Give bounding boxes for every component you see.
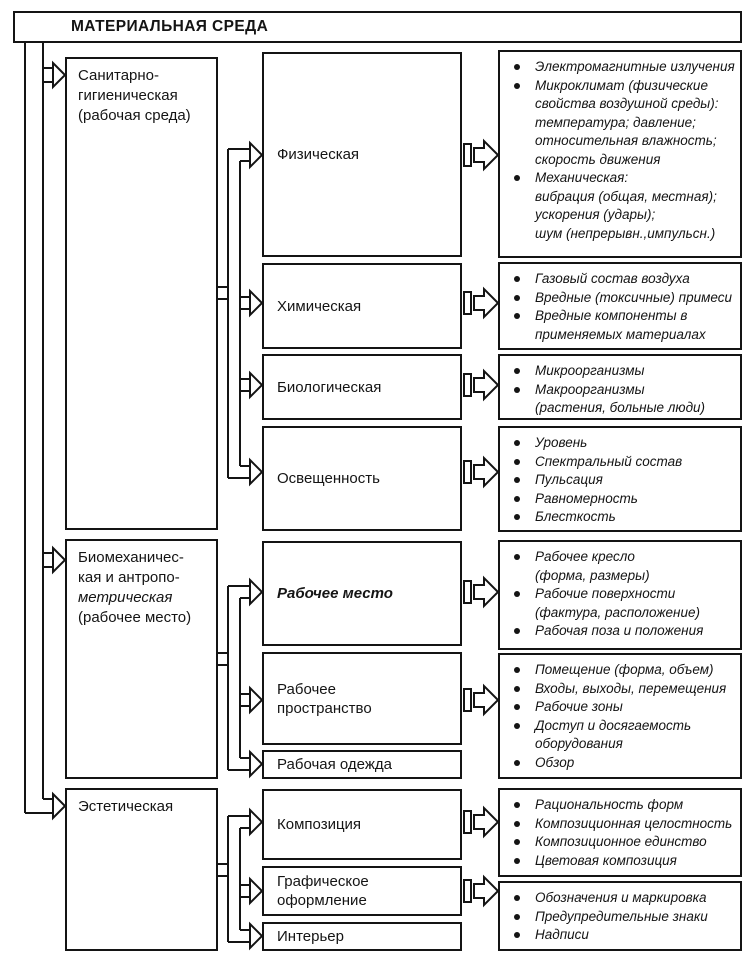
bullet-text (535, 169, 717, 243)
branch-arrowhead (250, 580, 262, 604)
bullet-text (535, 661, 713, 680)
bullet-text (535, 289, 732, 308)
bullet-item (509, 852, 738, 871)
middle-label-line: пространство (277, 699, 372, 717)
bullet-line: Доступ и досягаемость (535, 717, 692, 733)
category-label-line: Биомеханичес- (78, 549, 184, 566)
bullet-item (509, 661, 738, 680)
bullet-text (535, 270, 690, 289)
bullet-dot-icon (514, 496, 520, 502)
bullet-line: относительная влажность; (535, 133, 717, 148)
bullet-line: Помещение (форма, объем) (535, 662, 714, 677)
detail-box (498, 262, 742, 350)
bullet-line: шум (непрерывн.,импульсн.) (535, 225, 716, 241)
bullet-dot-icon (514, 839, 520, 845)
branch-arrowhead (250, 688, 262, 712)
bullet-text (535, 698, 623, 717)
bullet-text (535, 471, 603, 490)
middle-label-line: Рабочее (277, 680, 336, 698)
middle-box (262, 354, 462, 420)
bullet-line: Обзор (535, 754, 575, 770)
category-label-line: (рабочая среда) (78, 107, 191, 124)
bullet-line: Рациональность форм (535, 797, 684, 812)
bullet-line: Микроклимат (физические (535, 77, 708, 93)
bullet-item (509, 490, 738, 509)
bullet-text (535, 434, 587, 453)
bullet-line: (форма, размеры) (535, 567, 650, 583)
bullet-line: Равномерность (535, 490, 638, 506)
block-arrow-tail (464, 581, 471, 603)
bullet-item (509, 622, 738, 641)
detail-box (498, 426, 742, 532)
bullet-dot-icon (514, 514, 520, 520)
bullet-text (535, 585, 700, 622)
middle-box (262, 866, 462, 916)
bullet-text (535, 58, 735, 77)
bullet-line: Вредные компоненты в (535, 308, 688, 323)
branch-arrowhead (250, 291, 262, 315)
middle-label-line: Композиция (277, 816, 362, 833)
bullet-dot-icon (514, 667, 520, 673)
bullet-line: Микроорганизмы (535, 363, 645, 378)
block-arrow (474, 371, 498, 399)
bullet-dot-icon (514, 704, 520, 710)
bullet-line: Входы, выходы, перемещения (535, 680, 727, 696)
bullet-text (535, 490, 638, 509)
bullet-line: Вредные (токсичные) примеси (535, 289, 732, 305)
bullet-text (535, 926, 589, 945)
detail-box (498, 788, 742, 877)
branch-arrowhead (250, 924, 262, 948)
middle-label-line: Физическая (277, 146, 360, 163)
block-arrow-tail (464, 144, 471, 166)
bullet-item (509, 362, 738, 381)
bullet-text (535, 852, 677, 871)
category-label-line: Санитарно- (78, 67, 160, 84)
bullet-dot-icon (514, 295, 520, 301)
bullet-text (535, 381, 705, 418)
header-box (13, 11, 742, 43)
bullet-text (535, 548, 650, 585)
block-arrow (474, 877, 498, 905)
bullet-line: Рабочее кресло (535, 549, 635, 564)
bullet-line: ускорения (удары); (535, 207, 656, 222)
bullet-item (509, 548, 738, 585)
header-title: МАТЕРИАЛЬНАЯ СРЕДА (71, 18, 269, 35)
bullet-line: Рабочие зоны (535, 699, 623, 714)
bullet-line: Макроорганизмы (535, 381, 645, 397)
category-label-line: метрическая (78, 589, 173, 606)
bullet-item (509, 289, 738, 308)
block-arrow (474, 458, 498, 486)
block-arrow (474, 141, 498, 169)
middle-box (262, 922, 462, 951)
category-box (65, 57, 218, 530)
middle-box (262, 52, 462, 257)
bullet-dot-icon (514, 459, 520, 465)
bullet-dot-icon (514, 276, 520, 282)
branch-arrowhead (250, 810, 262, 834)
block-arrow-tail (464, 811, 471, 833)
middle-box (262, 263, 462, 349)
bullet-text (535, 833, 707, 852)
bullet-line: Рабочие поверхности (535, 586, 676, 601)
category-box (65, 539, 218, 779)
category-arrowhead (53, 63, 65, 87)
bullet-line: Электромагнитные излучения (535, 59, 735, 74)
bullet-item (509, 680, 738, 699)
bullet-item (509, 453, 738, 472)
bullet-item (509, 58, 738, 77)
detail-box (498, 354, 742, 420)
bullet-dot-icon (514, 64, 520, 70)
bullet-text (535, 453, 682, 472)
bullet-line: (растения, больные люди) (535, 400, 706, 415)
branch-arrowhead (250, 373, 262, 397)
bullet-text (535, 622, 703, 641)
middle-label-line: Рабочая одежда (277, 756, 392, 773)
block-arrow-tail (464, 880, 471, 902)
bullet-text (535, 754, 574, 773)
bullet-item (509, 926, 738, 945)
category-label-line: Эстетическая (78, 798, 174, 815)
bullet-item (509, 908, 738, 927)
bullet-line: Надписи (535, 927, 589, 942)
bullet-item (509, 508, 738, 527)
category-box (65, 788, 218, 951)
block-arrow-tail (464, 374, 471, 396)
detail-box (498, 540, 742, 650)
bullet-dot-icon (514, 760, 520, 766)
bullet-dot-icon (514, 821, 520, 827)
branch-arrowhead (250, 460, 262, 484)
bullet-line: Обозначения и маркировка (535, 890, 707, 905)
middle-label-line: Графическое (277, 873, 369, 890)
bullet-line: Пульсация (535, 472, 603, 487)
bullet-dot-icon (514, 440, 520, 446)
bullet-item (509, 471, 738, 490)
bullet-item (509, 307, 738, 344)
bullet-item (509, 270, 738, 289)
block-arrow (474, 289, 498, 317)
bullet-dot-icon (514, 368, 520, 374)
bullet-text (535, 815, 732, 834)
middle-label-line: Биологическая (277, 378, 382, 396)
block-arrow (474, 808, 498, 836)
middle-box (262, 652, 462, 745)
bullet-item (509, 796, 738, 815)
bullet-dot-icon (514, 554, 520, 560)
middle-label-line: оформление (277, 892, 367, 909)
middle-label-line: Интерьер (277, 928, 344, 945)
bullet-text (535, 796, 683, 815)
bullet-item (509, 815, 738, 834)
bullet-line: Композиционная целостность (535, 815, 733, 831)
detail-box (498, 881, 742, 951)
detail-box (498, 653, 742, 779)
bullet-dot-icon (514, 914, 520, 920)
middle-box (262, 750, 462, 779)
block-arrow (474, 686, 498, 714)
bullet-text (535, 889, 707, 908)
middle-box (262, 426, 462, 531)
bullet-line: Предупредительные знаки (535, 908, 708, 924)
bullet-dot-icon (514, 686, 520, 692)
bullet-dot-icon (514, 932, 520, 938)
bullet-line: применяемых материалах (535, 326, 706, 342)
bullet-text (535, 307, 706, 344)
bullet-text (535, 908, 708, 927)
bullet-text (535, 508, 616, 527)
middle-box (262, 541, 462, 646)
middle-box (262, 789, 462, 860)
bullet-line: вибрация (общая, местная); (535, 188, 717, 204)
bullet-item (509, 717, 738, 754)
bullet-item (509, 169, 738, 243)
middle-label-line: Рабочее место (277, 585, 393, 602)
bullet-dot-icon (514, 313, 520, 319)
middle-label-line: Освещенность (277, 470, 380, 487)
bullet-line: Цветовая композиция (535, 852, 677, 868)
bullet-line: Рабочая поза и положения (535, 623, 704, 638)
middle-label-line: Химическая (277, 297, 362, 315)
bullet-line: Композиционное единство (535, 834, 707, 849)
detail-box (498, 50, 742, 258)
bullet-line: Спектральный состав (535, 453, 683, 469)
bullet-item (509, 585, 738, 622)
bullet-item (509, 698, 738, 717)
bullet-dot-icon (514, 591, 520, 597)
branch-arrowhead (250, 752, 262, 776)
category-label-line: гигиеническая (78, 87, 178, 104)
bullet-text (535, 717, 691, 754)
bullet-item (509, 833, 738, 852)
category-arrowhead (53, 548, 65, 572)
bullet-dot-icon (514, 858, 520, 864)
bullet-text (535, 680, 726, 699)
branch-arrowhead (250, 143, 262, 167)
category-label-line: кая и антропо- (78, 569, 180, 586)
bullet-dot-icon (514, 895, 520, 901)
bullet-dot-icon (514, 802, 520, 808)
bullet-item (509, 77, 738, 170)
bullet-line: скорость движения (535, 151, 661, 167)
category-arrowhead (53, 794, 65, 818)
bullet-item (509, 889, 738, 908)
bullet-line: температура; давление; (535, 114, 696, 130)
bullet-dot-icon (514, 628, 520, 634)
bullet-line: оборудования (535, 736, 623, 751)
block-arrow-tail (464, 689, 471, 711)
bullet-line: Уровень (535, 435, 588, 450)
category-label-line: (рабочее место) (78, 609, 192, 626)
bullet-line: Блесткость (535, 509, 616, 524)
bullet-dot-icon (514, 387, 520, 393)
branch-arrowhead (250, 879, 262, 903)
block-arrow-tail (464, 461, 471, 483)
bullet-line: (фактура, расположение) (535, 604, 700, 620)
bullet-line: свойства воздушной среды): (535, 96, 719, 111)
bullet-text (535, 362, 644, 381)
bullet-dot-icon (514, 723, 520, 729)
block-arrow-tail (464, 292, 471, 314)
bullet-line: Механическая: (535, 170, 629, 185)
bullet-item (509, 754, 738, 773)
bullet-dot-icon (514, 477, 520, 483)
bullet-dot-icon (514, 175, 520, 181)
bullet-item (509, 381, 738, 418)
block-arrow (474, 578, 498, 606)
bullet-item (509, 434, 738, 453)
bullet-line: Газовый состав воздуха (535, 271, 690, 286)
bullet-text (535, 77, 718, 170)
bullet-dot-icon (514, 83, 520, 89)
